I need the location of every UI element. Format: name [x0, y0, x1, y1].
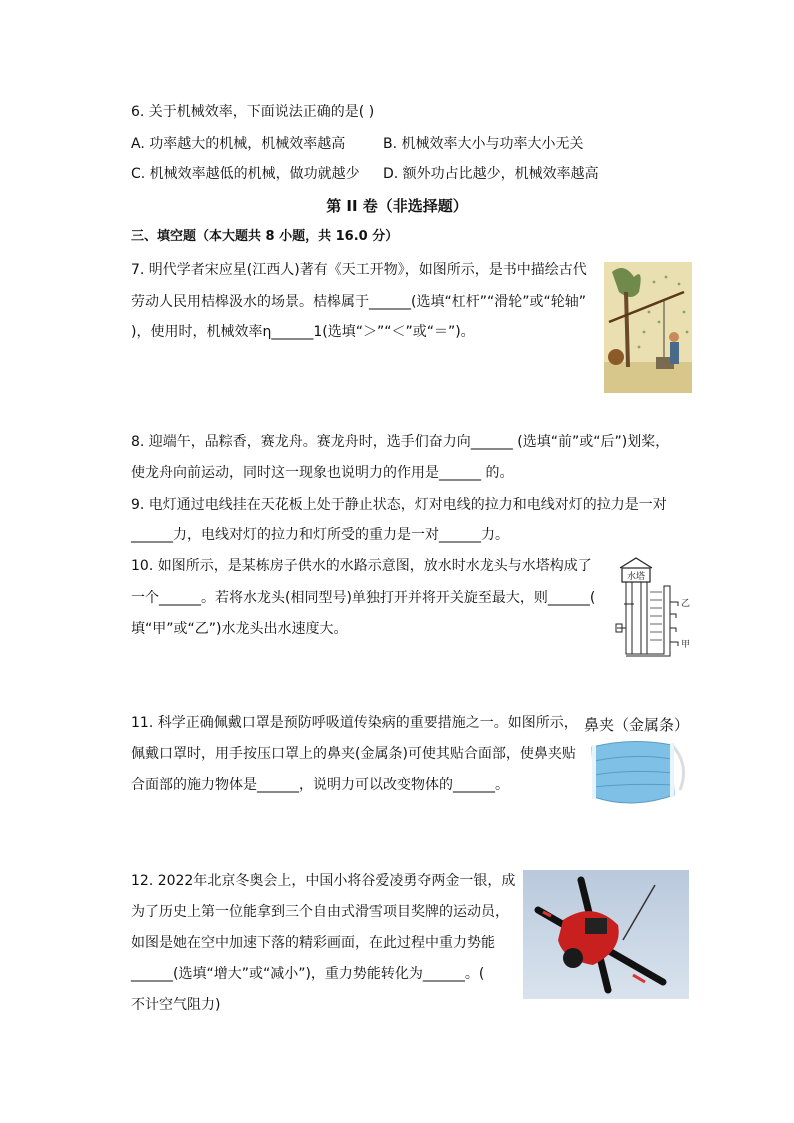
q7-line1: 7. 明代学者宋应星(江西人)著有《天工开物》，如图所示，是书中描绘古代 — [131, 262, 587, 278]
q10-line2: 一个______。若将水龙头(相同型号)单独打开并将开关旋至最大，则______( — [131, 590, 596, 606]
q11-line3: 合面部的施力物体是______，说明力可以改变物体的______。 — [131, 777, 509, 793]
q12-line5: 不计空气阻力) — [131, 997, 221, 1013]
nose-clip-caption: 鼻夹（金属条） — [584, 716, 690, 734]
water-tower-diagram — [614, 556, 696, 658]
q7-line2: 劳动人民用桔槔汲水的场景。桔槔属于______(选填“杠杆”“滑轮”或“轮轴” — [131, 294, 586, 310]
q6-option-a: A. 功率越大的机械，机械效率越高 — [131, 136, 346, 152]
q12-line1: 12. 2022年北京冬奥会上，中国小将谷爱凌勇夺两金一银，成 — [131, 873, 516, 889]
q10-line3: 填“甲”或“乙”)水龙头出水速度大。 — [131, 621, 348, 637]
q12-line2: 为了历史上第一位能拿到三个自由式滑雪项目奖牌的运动员， — [131, 904, 509, 920]
well-sweep-illustration — [604, 262, 692, 393]
water-tower-label: 水塔 — [626, 572, 646, 582]
part2-title: 第 II 卷（非选择题） — [326, 197, 468, 215]
tap-yi-label: 乙 — [681, 599, 691, 609]
q12-line3: 如图是她在空中加速下落的精彩画面，在此过程中重力势能 — [131, 935, 495, 951]
q11-line2: 佩戴口罩时，用手按压口罩上的鼻夹(金属条)可使其贴合面部，使鼻夹贴 — [131, 746, 576, 762]
q6-stem: 6. 关于机械效率，下面说法正确的是( ) — [131, 104, 375, 120]
tap-jia-label: 甲 — [681, 640, 691, 650]
q10-line1: 10. 如图所示，是某栋房子供水的水路示意图，放水时水龙头与水塔构成了 — [131, 558, 592, 574]
skier-photo — [523, 870, 689, 999]
q11-line1: 11. 科学正确佩戴口罩是预防呼吸道传染病的重要措施之一。如图所示， — [131, 715, 578, 731]
section3-header: 三、填空题（本大题共 8 小题，共 16.0 分） — [131, 229, 399, 244]
q12-line4: ______(选填“增大”或“减小”)，重力势能转化为______。( — [131, 966, 485, 982]
q6-option-b: B. 机械效率大小与功率大小无关 — [383, 136, 584, 152]
face-mask-illustration — [582, 735, 692, 815]
q7-line3: )，使用时，机械效率η______1(选填“＞”“＜”或“＝”)。 — [131, 324, 475, 340]
q9-line2: ______力，电线对灯的拉力和灯所受的重力是一对______力。 — [131, 527, 509, 543]
q8-line2: 使龙舟向前运动，同时这一现象也说明力的作用是______ 的。 — [131, 465, 514, 481]
q6-option-c: C. 机械效率越低的机械，做功就越少 — [131, 166, 360, 182]
q9-line1: 9. 电灯通过电线挂在天花板上处于静止状态，灯对电线的拉力和电线对灯的拉力是一对 — [131, 497, 667, 513]
q8-line1: 8. 迎端午，品粽香，赛龙舟。赛龙舟时，选手们奋力向______ (选填“前”或“后”)划桨， — [131, 434, 670, 450]
q6-option-d: D. 额外功占比越少，机械效率越高 — [383, 166, 599, 182]
